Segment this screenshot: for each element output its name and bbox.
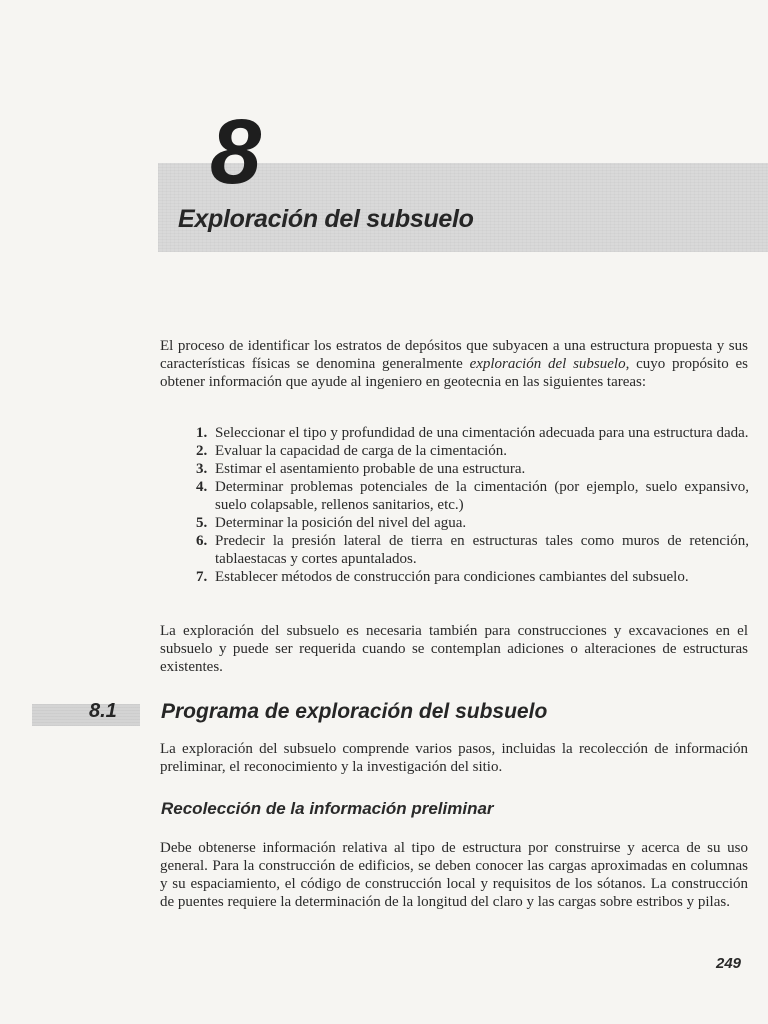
section-paragraph: La exploración del subsuelo comprende varios pasos, incluidas la recolección de información preliminar, el reconocimiento y la investigación del sitio. — [160, 741, 748, 775]
list-item — [196, 514, 749, 532]
list-item-number: 2. — [196, 443, 208, 459]
list-item — [196, 442, 749, 460]
list-item-number: 1. — [196, 425, 208, 441]
intro-paragraph — [160, 337, 748, 391]
list-item-text: Estimar el asentamiento probable de una estructura. — [215, 461, 526, 477]
list-item-number: 5. — [196, 515, 208, 531]
chapter-number: 8 — [210, 101, 262, 203]
intro-text-start: El proceso de identificar los estratos de depósitos que subyacen a una estructura propuesta y sus características físicas se denomina generalmente — [160, 338, 748, 372]
list-item — [196, 460, 749, 478]
list-item-number: 7. — [196, 569, 208, 585]
subsection-title: Recolección de la información preliminar — [161, 799, 494, 818]
list-item-number: 6. — [196, 533, 208, 549]
page-number: 249 — [716, 955, 742, 972]
list-item-number: 4. — [196, 479, 208, 495]
list-item-number: 3. — [196, 461, 208, 477]
subsection-paragraph: Debe obtenerse información relativa al tipo de estructura por construirse y acerca de su uso general. Para la construcción de edificios, se deben conocer las cargas aproximadas en columnas y su espaciamiento, el código de construcción local y requisitos de los sótanos. La construcción de puentes requiere la determinación de la longitud del claro y las cargas sobre estribos y pilas. — [160, 840, 748, 910]
task-list — [196, 424, 749, 586]
section-title: Programa de exploración del subsuelo — [161, 700, 548, 723]
chapter-title: Exploración del subsuelo — [178, 205, 474, 233]
list-item-text: Predecir la presión lateral de tierra en estructuras tales como muros de retención, tablaestacas y cortes apuntalados. — [215, 533, 749, 567]
list-item — [196, 478, 749, 514]
list-item — [196, 568, 749, 586]
list-item-text: Evaluar la capacidad de carga de la cimentación. — [215, 443, 508, 459]
intro-emphasis: exploración del subsuelo, — [469, 356, 630, 372]
list-item-text: Determinar la posición del nivel del agua. — [215, 515, 467, 531]
list-item-text: Seleccionar el tipo y profundidad de una cimentación adecuada para una estructura dada. — [215, 425, 749, 441]
section-marker-band — [32, 704, 140, 726]
list-item — [196, 424, 749, 442]
list-item-text: Establecer métodos de construcción para condiciones cambiantes del subsuelo. — [215, 569, 689, 585]
list-item — [196, 532, 749, 568]
section-number: 8.1 — [89, 700, 117, 722]
construction-paragraph: La exploración del subsuelo es necesaria también para construcciones y excavaciones en el subsuelo y puede ser requerida cuando se contemplan adiciones o alteraciones de estructuras existentes. — [160, 623, 748, 675]
list-item-text: Determinar problemas potenciales de la cimentación (por ejemplo, suelo expansivo, suelo colapsable, rellenos sanitarios, etc.) — [215, 479, 749, 513]
intro-text-end: cuyo propósito es obtener información que ayude al ingeniero en geotecnia en las siguientes tareas: — [160, 356, 748, 390]
